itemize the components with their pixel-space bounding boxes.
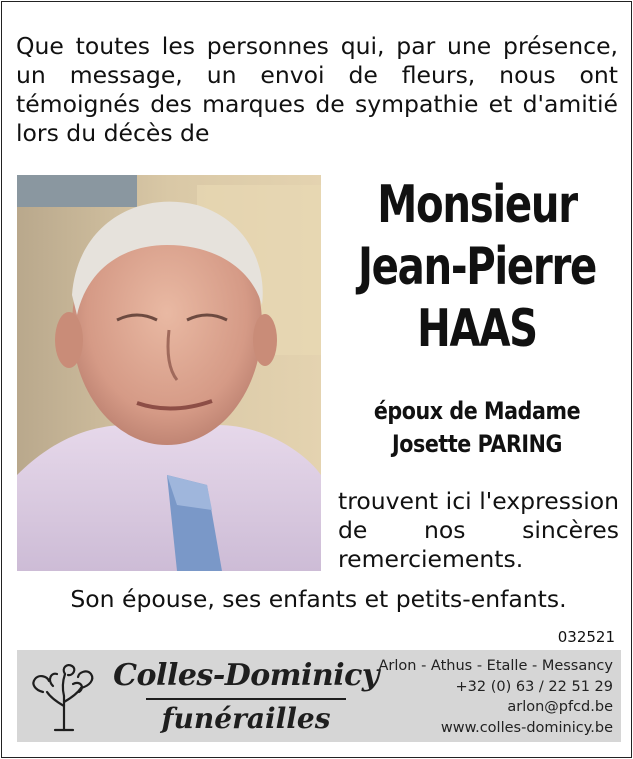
deceased-title: Monsieur [377,175,577,235]
brand-divider [146,698,346,700]
locations-text: Arlon - Athus - Etalle - Messancy [378,658,613,674]
notice-frame [1,1,632,758]
spouse-line-2: Josette PARING [391,430,563,458]
intro-text: Que toutes les personnes qui, par une présence, un message, un envoi de fleurs, nous ont témoignés des marques de sympathie et d'amitié lors du décès de [16,32,618,147]
spouse-line-1: époux de Madame [373,397,581,425]
reference-number: 032521 [557,628,615,646]
phone-text: +32 (0) 63 / 22 51 29 [455,678,613,695]
website-link[interactable]: www.colles-dominicy.be [440,719,613,736]
portrait-photo [17,175,321,571]
contact-info [373,656,613,738]
brand-name: Colles-Dominicy [113,658,379,693]
email-link[interactable]: arlon@pfcd.be [507,699,613,715]
funeral-home-banner [17,650,621,742]
thanks-text: trouvent ici l'expression de nos sincères remerciements. [338,487,619,573]
deceased-last-name: HAAS [417,299,537,359]
family-signature: Son épouse, ses enfants et petits-enfants. [70,585,567,613]
brand-logo-text [113,658,379,736]
tree-logo-icon [25,662,103,732]
brand-subtitle: funérailles [161,702,331,735]
deceased-first-name: Jean-Pierre [357,237,597,297]
spouse-info [322,395,632,461]
deceased-name [322,174,632,360]
